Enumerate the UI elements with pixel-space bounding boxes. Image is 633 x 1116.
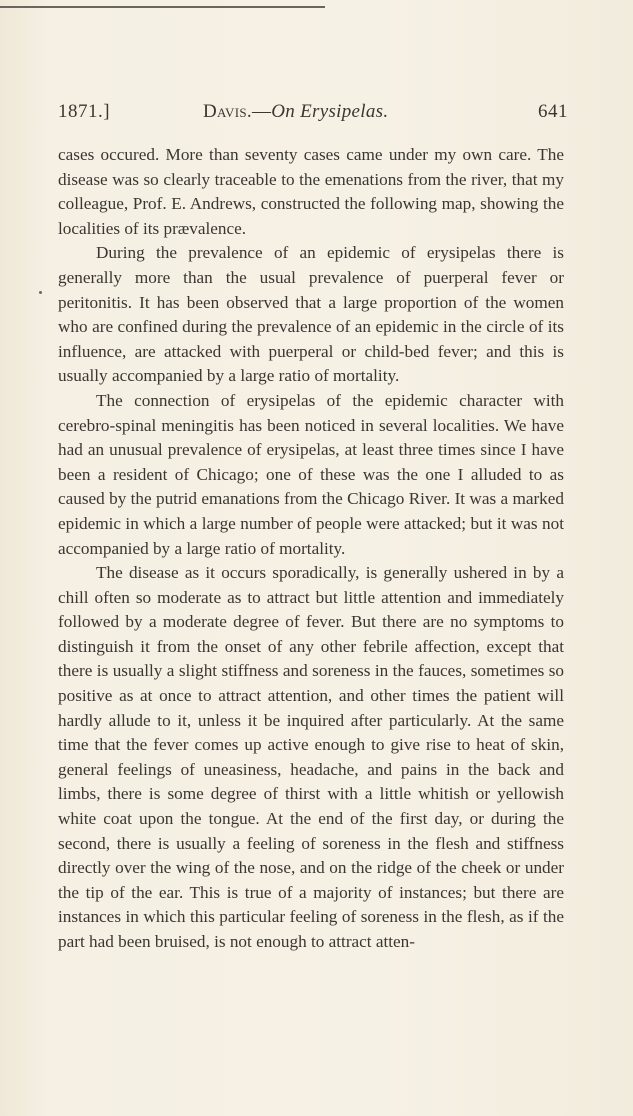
- paragraph: During the prevalence of an epidemic of erysipelas there is generally more than the usual prevalence of puerperal fever or peritonitis. It has been observed that a large proportion of the women who are confined during the prevalence of an epidemic in the circle of its influence, are attacked with puerperal or child-bed fever; and this is usually accompanied by a large ratio of mortality.: [58, 243, 564, 386]
- page-number: 641: [538, 101, 568, 122]
- body-text: [58, 143, 564, 955]
- running-header: [58, 101, 568, 131]
- paragraph: The connection of erysipelas of the epidemic character with cerebro-spinal meningitis has been noticed in several localities. We have had an unusual prevalence of erysipelas, at least three times since I have been a resident of Chicago; one of these was the one I alluded to as caused by the putrid emanations from the Chicago River. It was a marked epidemic in which a large number of people were attacked; but it was not accompanied by a large ratio of mortality.: [58, 390, 564, 558]
- article-title: On Erysipelas.: [271, 101, 389, 122]
- page-ref: 1871.]: [58, 101, 111, 122]
- paragraph: cases occured. More than seventy cases came under my own care. The disease was so clearly traceable to the emenations from the river, that my colleague, Prof. E. Andrews, constructed the following map, showing the localities of its prævalence.: [58, 145, 564, 238]
- top-rule: [0, 6, 325, 8]
- title-separator: —: [251, 101, 272, 122]
- margin-mark: [39, 291, 42, 294]
- paragraph: The disease as it occurs sporadically, is generally ushered in by a chill often so moderate as to attract but little attention and immediately followed by a moderate degree of fever. But there are no symptoms to distinguish it from the onset of any other febrile affection, except that there is usually a slight stiffness and soreness in the fauces, sometimes so positive as at once to attract attention, and other times the patient will hardly allude to it, unless it be inquired after particularly. At the same time that the fever comes up active enough to give rise to heat of skin, general feelings of uneasiness, headache, and pains in the back and limbs, there is some degree of thirst with a little whitish or yellowish white coat upon the tongue. At the end of the first day, or during the second, there is usually a feeling of soreness in the flesh and stiffness directly over the wing of the nose, and on the ridge of the cheek or under the tip of the ear. This is true of a majority of instances; but there are instances in which this particular feeling of soreness in the flesh, as if the part had been bruised, is not enough to attract atten-: [58, 563, 564, 951]
- author-name: Davis.: [203, 101, 252, 122]
- running-title: [203, 101, 388, 123]
